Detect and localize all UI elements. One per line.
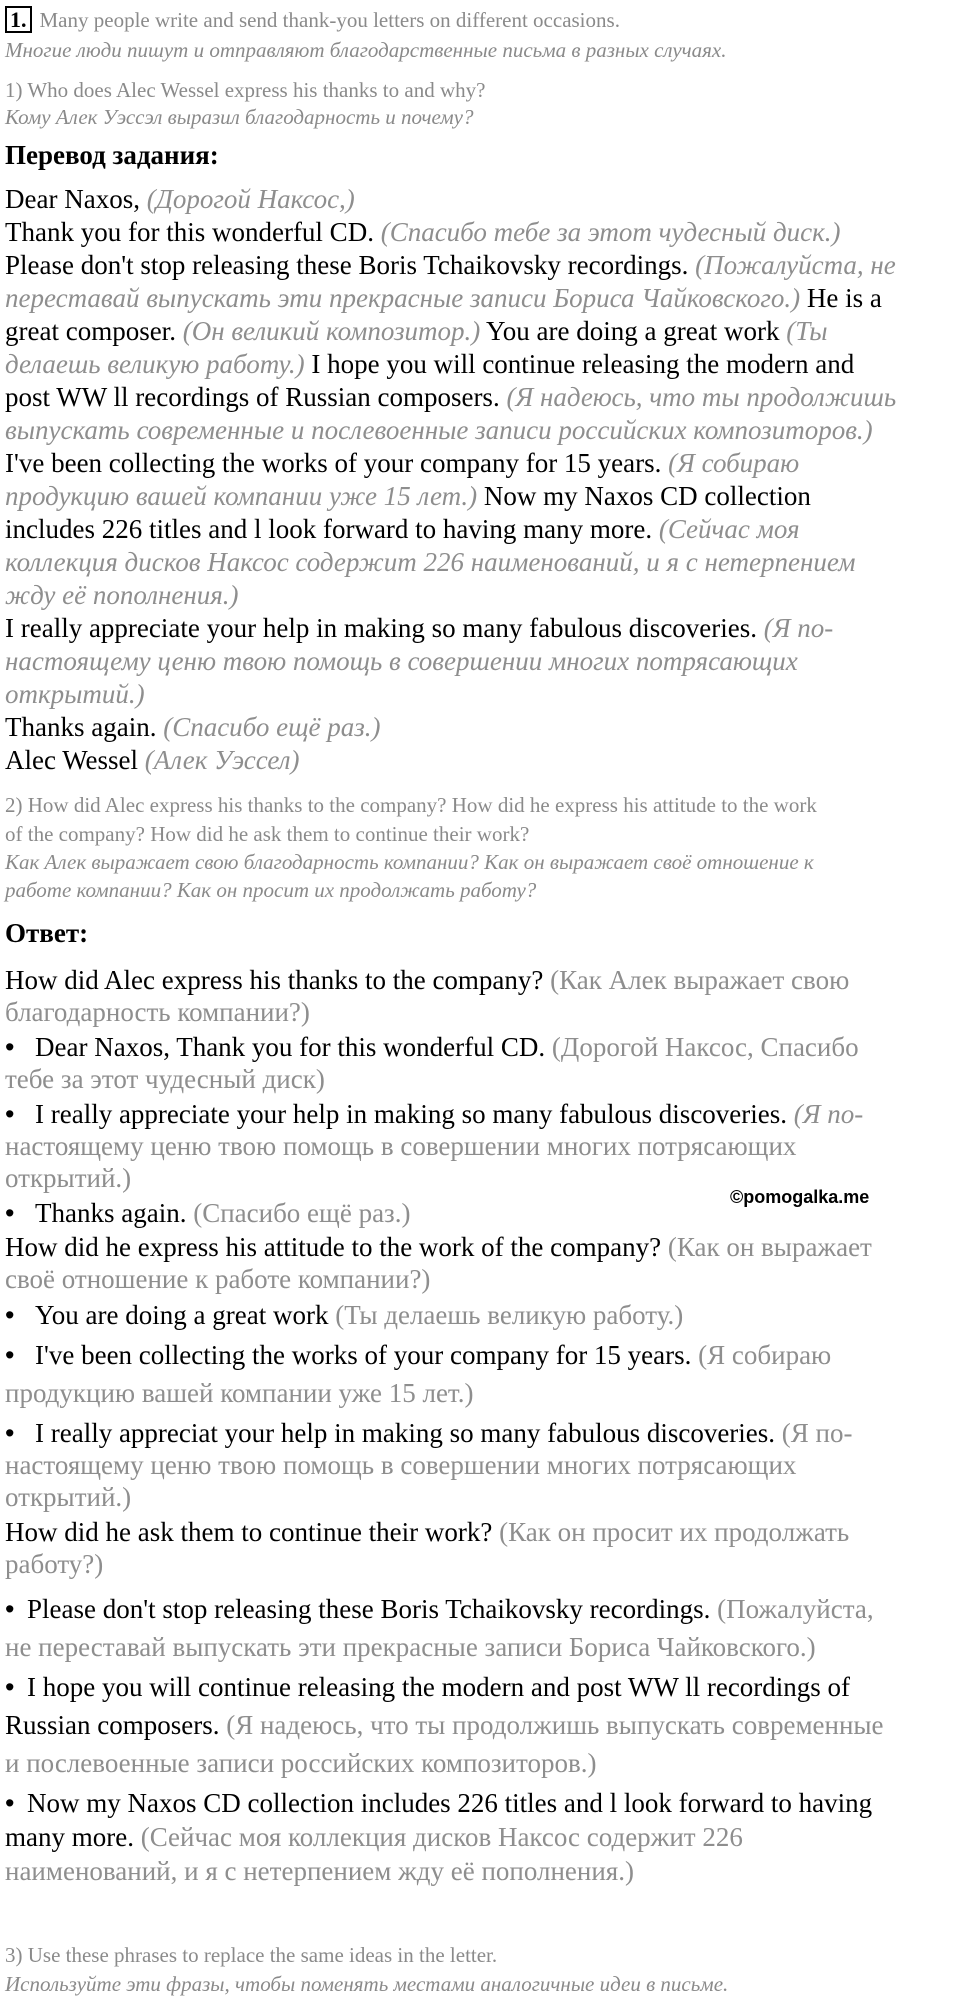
list-item <box>5 1032 859 1063</box>
letter-translation: коллекция дисков Наксос содержит 226 наименований, и я с нетерпением <box>5 547 856 577</box>
letter-line <box>5 283 882 314</box>
letter-translation: (Он великий композитор.) <box>182 316 481 346</box>
question-2-ru: Как Алек выражает свою благодарность компании? Как он выражает своё отношение к <box>5 850 814 874</box>
letter-translation: (Спасибо ещё раз.) <box>163 712 381 742</box>
answer-translation: (Дорогой Наксос, Спасибо <box>551 1032 859 1062</box>
answer-line <box>5 1131 796 1162</box>
bullet: • <box>5 1099 15 1129</box>
answer-question-text: How did he express his attitude to the work of the company? <box>5 1232 662 1262</box>
letter-translation: продукцию вашей компании уже 15 лет.) <box>5 481 478 511</box>
answer-line <box>5 1378 473 1409</box>
answer-text: You are doing a great work <box>35 1300 329 1330</box>
letter-text: Thanks again. <box>5 712 157 742</box>
answer-heading: Ответ: <box>5 918 89 948</box>
answer-line <box>5 1856 634 1887</box>
letter-line <box>5 448 799 479</box>
answer-translation: не переставай выпускать эти прекрасные записи Бориса Чайковского.) <box>5 1632 816 1662</box>
answer-translation: (Ты делаешь великую работу.) <box>335 1300 684 1330</box>
intro-en: Many people write and send thank-you letters on different occasions. <box>39 8 620 32</box>
list-item <box>5 1099 863 1130</box>
bullet: • <box>5 1594 15 1624</box>
letter-translation: (Алек Уэссел) <box>144 745 300 775</box>
letter-translation: (Спасибо тебе за этот чудесный диск.) <box>380 217 841 247</box>
letter-translation: настоящему ценю твою помощь в совершении многих потрясающих <box>5 646 798 676</box>
translation-heading: Перевод задания: <box>5 140 219 170</box>
letter-translation: (Ты <box>786 316 828 346</box>
letter-translation: выпускать современные и послевоенные записи российских композиторов.) <box>5 415 873 445</box>
letter-text: Now my Naxos CD collection <box>483 481 811 511</box>
bullet: • <box>5 1672 15 1702</box>
answer-line <box>5 1710 884 1741</box>
answer-translation: (Как Алек выражает свою <box>550 965 850 995</box>
answer-translation: продукцию вашей компании уже 15 лет.) <box>5 1378 474 1408</box>
letter-line <box>5 184 355 215</box>
list-item <box>5 1418 853 1449</box>
letter-text: I really appreciate your help in making so many fabulous discoveries. <box>5 613 758 643</box>
letter-translation: переставай выпускать эти прекрасные записи Бориса Чайковского.) <box>5 283 801 313</box>
letter-translation: (Я надеюсь, что ты продолжишь <box>506 382 897 412</box>
letter-text: You are doing a great work <box>486 316 780 346</box>
answer-question-text: How did Alec express his thanks to the company? <box>5 965 544 995</box>
letter-line <box>5 217 841 248</box>
answer-translation: (Сейчас моя коллекция дисков Наксос содержит 226 <box>140 1822 743 1852</box>
answer-translation: благодарность компании?) <box>5 997 310 1027</box>
letter-text: Thank you for this wonderful CD. <box>5 217 374 247</box>
letter-text: He is a <box>806 283 882 313</box>
answer-text: Russian composers. <box>5 1710 220 1740</box>
letter-line <box>5 415 873 446</box>
answer-line <box>5 1450 796 1481</box>
letter-line <box>5 547 855 578</box>
letter-line <box>5 316 828 347</box>
letter-translation: (Пожалуйста, не <box>695 250 896 280</box>
task-intro-en <box>5 6 620 33</box>
answer-translation: (Я надеюсь, что ты продолжишь выпускать современные <box>226 1710 884 1740</box>
question-1-en: 1) Who does Alec Wessel express his thanks to and why? <box>5 78 486 102</box>
answer-text: Dear Naxos, Thank you for this wonderful CD. <box>35 1032 546 1062</box>
letter-line <box>5 382 896 413</box>
bullet: • <box>5 1418 15 1448</box>
answer-translation: настоящему ценю твою помощь в совершении многих потрясающих <box>5 1450 797 1480</box>
letter-translation: (Я собираю <box>668 448 800 478</box>
bullet: • <box>5 1788 15 1818</box>
letter-line <box>5 646 798 677</box>
letter-translation: жду её пополнения.) <box>5 580 239 610</box>
question-1-ru: Кому Алек Уэссэл выразил благодарность и почему? <box>5 105 474 129</box>
answer-translation: открытий.) <box>5 1482 132 1512</box>
answer-text: I hope you will continue releasing the modern and post WW ll recordings of <box>27 1672 851 1702</box>
answer-text: many more. <box>5 1822 134 1852</box>
letter-line <box>5 745 300 776</box>
watermark: ©pomogalka.me <box>730 1187 870 1207</box>
answer-translation: (Как он выражает <box>667 1232 872 1262</box>
answer-line <box>5 1822 743 1853</box>
question-2-ru: работе компании? Как он просит их продолжать работу? <box>5 878 537 902</box>
intro-ru: Многие люди пишут и отправляют благодарственные письма в разных случаях. <box>5 38 727 62</box>
question-3-ru: Используйте эти фразы, чтобы поменять местами аналогичные идеи в письме. <box>5 1972 729 1996</box>
answer-line <box>5 1482 131 1513</box>
answer-translation: наименований, и я с нетерпением жду её пополнения.) <box>5 1856 634 1886</box>
letter-line <box>5 679 145 710</box>
question-3-en: 3) Use these phrases to replace the same ideas in the letter. <box>5 1943 498 1967</box>
answer-text: Thanks again. <box>35 1198 187 1228</box>
letter-text: includes 226 titles and l look forward to having many more. <box>5 514 653 544</box>
list-item <box>5 1340 831 1371</box>
list-item <box>5 1672 850 1703</box>
answer-question-text: How did he ask them to continue their work? <box>5 1517 493 1547</box>
bullet: • <box>5 1300 15 1330</box>
answer-translation: (Я по- <box>781 1418 853 1448</box>
bullet: • <box>5 1032 15 1062</box>
answer-translation: (Пожалуйста, <box>717 1594 874 1624</box>
letter-text: great composer. <box>5 316 176 346</box>
answer-text: I really appreciate your help in making so many fabulous discoveries. <box>35 1099 788 1129</box>
answer-translation: своё отношение к работе компании?) <box>5 1264 431 1294</box>
letter-line <box>5 349 854 380</box>
letter-text: Dear Naxos, <box>5 184 140 214</box>
answer-translation: (Я собираю <box>698 1340 832 1370</box>
question-2-en: of the company? How did he ask them to continue their work? <box>5 822 530 846</box>
letter-line <box>5 250 896 281</box>
letter-text: post WW ll recordings of Russian composers. <box>5 382 500 412</box>
answer-translation: (Как он просит их продолжать <box>499 1517 850 1547</box>
list-item <box>5 1788 872 1819</box>
answer-translation: настоящему ценю твою помощь в совершении многих потрясающих <box>5 1131 797 1161</box>
answer-text: I've been collecting the works of your company for 15 years. <box>35 1340 692 1370</box>
letter-line <box>5 580 239 611</box>
letter-line <box>5 514 800 545</box>
list-item <box>5 1594 874 1625</box>
list-item <box>5 1300 683 1331</box>
answer-question <box>5 965 849 996</box>
answer-text: I really appreciat your help in making so many fabulous discoveries. <box>35 1418 776 1448</box>
answer-line <box>5 1264 430 1295</box>
answer-text: Please don't stop releasing these Boris Tchaikovsky recordings. <box>27 1594 711 1624</box>
answer-translation: (Я по- <box>793 1099 864 1129</box>
question-2-en: 2) How did Alec express his thanks to the company? How did he express his attitude to the work <box>5 793 817 817</box>
answer-line <box>5 1748 596 1779</box>
letter-translation: (Дорогой Наксос,) <box>146 184 355 214</box>
answer-question <box>5 1232 872 1263</box>
letter-text: Alec Wessel <box>5 745 139 775</box>
letter-line <box>5 712 381 743</box>
task-number: 1. <box>5 6 32 33</box>
answer-text: Now my Naxos CD collection includes 226 titles and l look forward to having <box>27 1788 873 1818</box>
answer-line <box>5 997 310 1028</box>
letter-translation: делаешь великую работу.) <box>5 349 305 379</box>
answer-question <box>5 1517 849 1548</box>
letter-text: I've been collecting the works of your company for 15 years. <box>5 448 662 478</box>
answer-translation: открытий.) <box>5 1163 132 1193</box>
list-item <box>5 1198 410 1229</box>
bullet: • <box>5 1340 15 1370</box>
letter-line <box>5 481 811 512</box>
letter-line <box>5 613 833 644</box>
answer-translation: (Спасибо ещё раз.) <box>193 1198 411 1228</box>
answer-line <box>5 1064 325 1095</box>
answer-translation: работу?) <box>5 1549 104 1579</box>
answer-line <box>5 1632 816 1663</box>
answer-translation: тебе за этот чудесный диск) <box>5 1064 325 1094</box>
letter-text: Please don't stop releasing these Boris Tchaikovsky recordings. <box>5 250 689 280</box>
answer-line <box>5 1549 103 1580</box>
answer-translation: и послевоенные записи российских композиторов.) <box>5 1748 597 1778</box>
letter-translation: открытий.) <box>5 679 145 709</box>
letter-translation: (Сейчас моя <box>658 514 800 544</box>
letter-translation: (Я по- <box>763 613 834 643</box>
bullet: • <box>5 1198 15 1228</box>
letter-text: I hope you will continue releasing the modern and <box>311 349 855 379</box>
answer-line <box>5 1163 131 1194</box>
